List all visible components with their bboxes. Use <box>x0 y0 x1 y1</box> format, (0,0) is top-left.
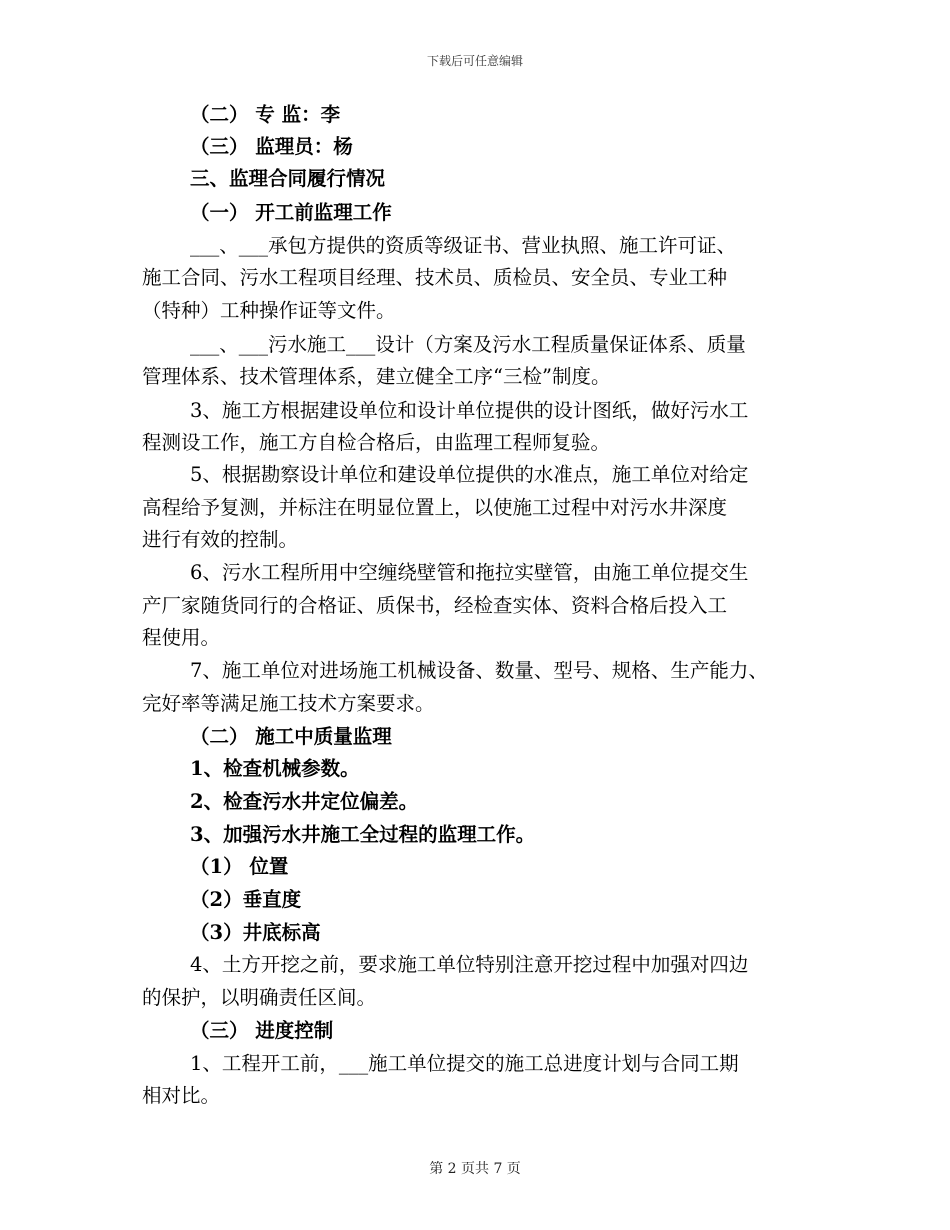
text-line: （1） 位置 <box>190 855 289 878</box>
text-line: （二） 专 监：李 <box>190 103 341 126</box>
text-line: （三） 进度控制 <box>190 1019 334 1042</box>
text-line: 7、施工单位对进场施工机械设备、数量、型号、规格、生产能力、 <box>190 659 768 682</box>
text-line: 4、土方开挖之前，要求施工单位特别注意开挖过程中加强对四边 <box>190 953 749 976</box>
text-line: ___、___污水施工___设计（方案及污水工程质量保证体系、质量 <box>190 333 746 356</box>
text-line: 3、加强污水井施工全过程的监理工作。 <box>190 823 536 846</box>
text-line: 2、检查污水井定位偏差。 <box>190 790 419 813</box>
text-line: （特种）工种操作证等文件。 <box>142 299 396 322</box>
text-line: 程使用。 <box>142 626 221 649</box>
text-line: （3）井底标高 <box>190 921 321 944</box>
page-footer: 第 2 页共 7 页 <box>429 1161 521 1177</box>
text-line: 3、施工方根据建设单位和设计单位提供的设计图纸，做好污水工 <box>190 399 749 422</box>
text-line: 施工合同、污水工程项目经理、技术员、质检员、安全员、专业工种 <box>142 266 728 289</box>
text-line: 完好率等满足施工技术方案要求。 <box>142 692 435 715</box>
text-line: （一） 开工前监理工作 <box>190 201 392 224</box>
page-header: 下载后可任意编辑 <box>426 54 523 68</box>
text-line: 的保护，以明确责任区间。 <box>142 986 377 1009</box>
text-line: 三、监理合同履行情况 <box>190 167 386 190</box>
text-line: 5、根据勘察设计单位和建设单位提供的水准点，施工单位对给定 <box>190 463 749 486</box>
text-line: 相对比。 <box>142 1084 221 1107</box>
text-line: 产厂家随货同行的合格证、质保书，经检查实体、资料合格后投入工 <box>142 594 728 617</box>
text-line: 程测设工作，施工方自检合格后，由监理工程师复验。 <box>142 431 611 454</box>
text-line: 进行有效的控制。 <box>142 528 299 551</box>
text-line: （2）垂直度 <box>190 888 302 911</box>
text-line: 1、检查机械参数。 <box>190 757 360 780</box>
text-line: 管理体系、技术管理体系，建立健全工序“三检”制度。 <box>142 365 611 388</box>
text-line: ___、___承包方提供的资质等级证书、营业执照、施工许可证、 <box>190 234 737 257</box>
text-line: （二） 施工中质量监理 <box>190 725 392 748</box>
text-line: 高程给予复测，并标注在明显位置上，以使施工过程中对污水井深度 <box>142 496 728 519</box>
text-line: 6、污水工程所用中空缠绕壁管和拖拉实壁管，由施工单位提交生 <box>190 561 749 584</box>
text-line: （三） 监理员：杨 <box>190 135 353 158</box>
text-line: 1、工程开工前，___施工单位提交的施工总进度计划与合同工期 <box>190 1052 739 1075</box>
